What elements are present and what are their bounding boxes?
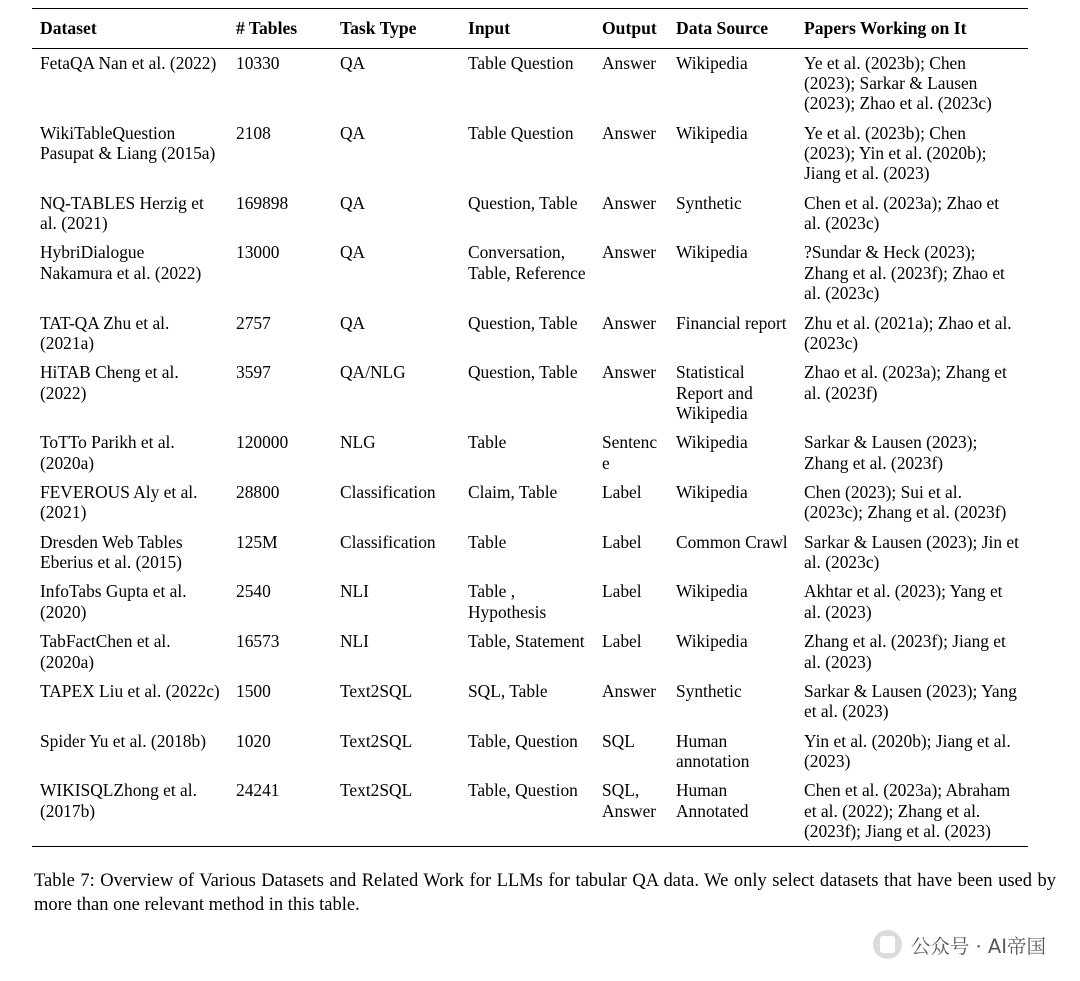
cell-input: Question, Table	[468, 192, 578, 213]
cell-papers: Akhtar et al. (2023); Yang et al. (2023)	[804, 581, 1003, 622]
cell-num-tables: 2540	[236, 581, 271, 602]
cell-num-tables: 3597	[236, 362, 271, 383]
cell-num-tables: 125M	[236, 531, 278, 552]
cell-num-tables: 1500	[236, 680, 271, 701]
cell-dataset: InfoTabs Gupta et al. (2020)	[40, 581, 187, 622]
cell-input: Conversation, Table, Reference	[468, 242, 586, 283]
table-row	[32, 428, 1028, 478]
cell-output: Answer	[602, 362, 657, 383]
cell-num-tables: 2757	[236, 312, 271, 333]
cell-papers: Sarkar & Lausen (2023); Zhang et al. (2023f)	[804, 432, 978, 473]
cell-dataset: TAPEX Liu et al. (2022c)	[40, 680, 220, 701]
table-row	[32, 627, 1028, 677]
cell-data-source: Wikipedia	[676, 482, 748, 503]
cell-dataset: TabFactChen et al. (2020a)	[40, 631, 171, 672]
cell-dataset: FetaQA Nan et al. (2022)	[40, 52, 217, 73]
cell-dataset: Spider Yu et al. (2018b)	[40, 730, 206, 751]
cell-papers: Ye et al. (2023b); Chen (2023); Yin et al. (2020b); Jiang et al. (2023)	[804, 122, 987, 184]
cell-papers: Yin et al. (2020b); Jiang et al. (2023)	[804, 730, 1011, 771]
cell-output: Label	[602, 581, 642, 602]
cell-task-type: NLG	[340, 432, 376, 453]
cell-num-tables: 169898	[236, 192, 289, 213]
column-header-data-source: Data Source	[668, 9, 796, 49]
cell-task-type: QA	[340, 312, 366, 333]
cell-num-tables: 28800	[236, 482, 280, 503]
cell-data-source: Synthetic	[676, 192, 742, 213]
column-header-output: Output	[594, 9, 668, 49]
cell-papers: Zhang et al. (2023f); Jiang et al. (2023)	[804, 631, 1006, 672]
cell-dataset: NQ-TABLES Herzig et al. (2021)	[40, 192, 204, 234]
cell-task-type: NLI	[340, 631, 369, 652]
cell-data-source: Wikipedia	[676, 581, 748, 602]
cell-dataset: HiTAB Cheng et al. (2022)	[40, 362, 179, 403]
watermark-logo-icon	[873, 930, 902, 959]
table-row	[32, 189, 1028, 239]
watermark	[873, 930, 1046, 959]
table-header-row	[32, 9, 1028, 49]
cell-data-source: Common Crawl	[676, 531, 788, 552]
cell-dataset: ToTTo Parikh et al. (2020a)	[40, 432, 175, 473]
cell-data-source: Human Annotated	[676, 780, 749, 821]
table-body	[32, 48, 1028, 847]
cell-data-source: Statistical Report and Wikipedia	[676, 362, 753, 423]
cell-papers: Zhao et al. (2023a); Zhang et al. (2023f)	[804, 362, 1007, 403]
cell-task-type: NLI	[340, 581, 369, 602]
cell-task-type: QA/NLG	[340, 362, 406, 383]
cell-num-tables: 120000	[236, 432, 289, 453]
datasets-table	[32, 8, 1028, 847]
cell-dataset: TAT-QA Zhu et al. (2021a)	[40, 312, 170, 353]
cell-dataset: FEVEROUS Aly et al. (2021)	[40, 482, 198, 523]
column-header-papers: Papers Working on It	[796, 9, 1028, 49]
table-row	[32, 776, 1028, 847]
cell-input: Table	[468, 432, 507, 453]
cell-input: Table , Hypothesis	[468, 581, 547, 622]
cell-dataset: WIKISQLZhong et al. (2017b)	[40, 780, 197, 821]
cell-num-tables: 16573	[236, 631, 280, 652]
cell-num-tables: 2108	[236, 122, 271, 143]
cell-papers: Chen (2023); Sui et al. (2023c); Zhang et al. (2023f)	[804, 482, 1007, 523]
cell-task-type: Classification	[340, 531, 436, 552]
cell-output: Label	[602, 482, 642, 503]
cell-output: Answer	[602, 680, 657, 701]
cell-input: Claim, Table	[468, 482, 558, 503]
cell-dataset: Dresden Web Tables Eberius et al. (2015)	[40, 531, 183, 573]
table-row	[32, 528, 1028, 578]
cell-papers: ?Sundar & Heck (2023); Zhang et al. (2023f); Zhao et al. (2023c)	[804, 242, 1005, 304]
cell-num-tables: 24241	[236, 780, 280, 801]
cell-input: Table, Statement	[468, 631, 585, 652]
column-header-input: Input	[460, 9, 594, 49]
cell-input: Table Question	[468, 52, 574, 73]
cell-output: Answer	[602, 52, 657, 73]
cell-input: Table	[468, 531, 507, 552]
cell-input: Table, Question	[468, 730, 578, 751]
cell-papers: Ye et al. (2023b); Chen (2023); Sarkar & Lausen (2023); Zhao et al. (2023c)	[804, 52, 992, 114]
cell-data-source: Human annotation	[676, 730, 750, 771]
cell-output: Answer	[602, 122, 657, 143]
cell-input: Question, Table	[468, 312, 578, 333]
cell-num-tables: 13000	[236, 242, 280, 263]
column-header-task-type: Task Type	[332, 9, 460, 49]
column-header-dataset: Dataset	[32, 9, 228, 49]
cell-output: Sentence	[602, 432, 658, 473]
cell-task-type: QA	[340, 192, 366, 213]
cell-data-source: Wikipedia	[676, 52, 748, 73]
cell-task-type: Text2SQL	[340, 680, 413, 701]
cell-papers: Chen et al. (2023a); Abraham et al. (2022); Zhang et al. (2023f); Jiang et al. (2023)	[804, 780, 1011, 842]
cell-output: Answer	[602, 242, 657, 263]
cell-input: Question, Table	[468, 362, 578, 383]
cell-dataset: WikiTableQuestion Pasupat & Liang (2015a)	[40, 122, 216, 164]
table-caption: Table 7: Overview of Various Datasets and Related Work for LLMs for tabular QA data. We only select datasets that have been used by more than one relevant method in this table.	[34, 871, 1056, 916]
cell-papers: Zhu et al. (2021a); Zhao et al. (2023c)	[804, 312, 1012, 353]
cell-task-type: Classification	[340, 482, 436, 503]
cell-num-tables: 10330	[236, 52, 280, 73]
cell-task-type: Text2SQL	[340, 730, 413, 751]
cell-data-source: Wikipedia	[676, 242, 748, 263]
cell-data-source: Wikipedia	[676, 122, 748, 143]
cell-input: SQL, Table	[468, 680, 548, 701]
table-row	[32, 577, 1028, 627]
cell-task-type: QA	[340, 52, 366, 73]
cell-output: Label	[602, 531, 642, 552]
cell-data-source: Financial report	[676, 312, 787, 333]
cell-papers: Chen et al. (2023a); Zhao et al. (2023c)	[804, 192, 1000, 234]
cell-output: SQL, Answer	[602, 780, 657, 821]
column-header-num-tables: # Tables	[228, 9, 332, 49]
table-row	[32, 309, 1028, 359]
table-head	[32, 9, 1028, 49]
cell-output: SQL	[602, 730, 635, 751]
cell-input: Table, Question	[468, 780, 578, 801]
cell-dataset: HybriDialogue Nakamura et al. (2022)	[40, 242, 202, 283]
table-row	[32, 119, 1028, 189]
cell-data-source: Wikipedia	[676, 432, 748, 453]
cell-data-source: Wikipedia	[676, 631, 748, 652]
table-row	[32, 48, 1028, 119]
cell-data-source: Synthetic	[676, 680, 742, 701]
cell-input: Table Question	[468, 122, 574, 143]
cell-output: Answer	[602, 312, 657, 333]
cell-task-type: QA	[340, 122, 366, 143]
cell-output: Label	[602, 631, 642, 652]
cell-task-type: Text2SQL	[340, 780, 413, 801]
cell-task-type: QA	[340, 242, 366, 263]
watermark-text: 公众号 · AI帝国	[910, 934, 1046, 958]
table-row	[32, 478, 1028, 528]
cell-papers: Sarkar & Lausen (2023); Yang et al. (2023)	[804, 680, 1017, 722]
cell-papers: Sarkar & Lausen (2023); Jin et al. (2023c)	[804, 531, 1019, 573]
cell-num-tables: 1020	[236, 730, 271, 751]
table-row	[32, 358, 1028, 428]
table-row	[32, 238, 1028, 308]
cell-output: Answer	[602, 192, 657, 213]
table-row	[32, 727, 1028, 777]
table-row	[32, 677, 1028, 727]
